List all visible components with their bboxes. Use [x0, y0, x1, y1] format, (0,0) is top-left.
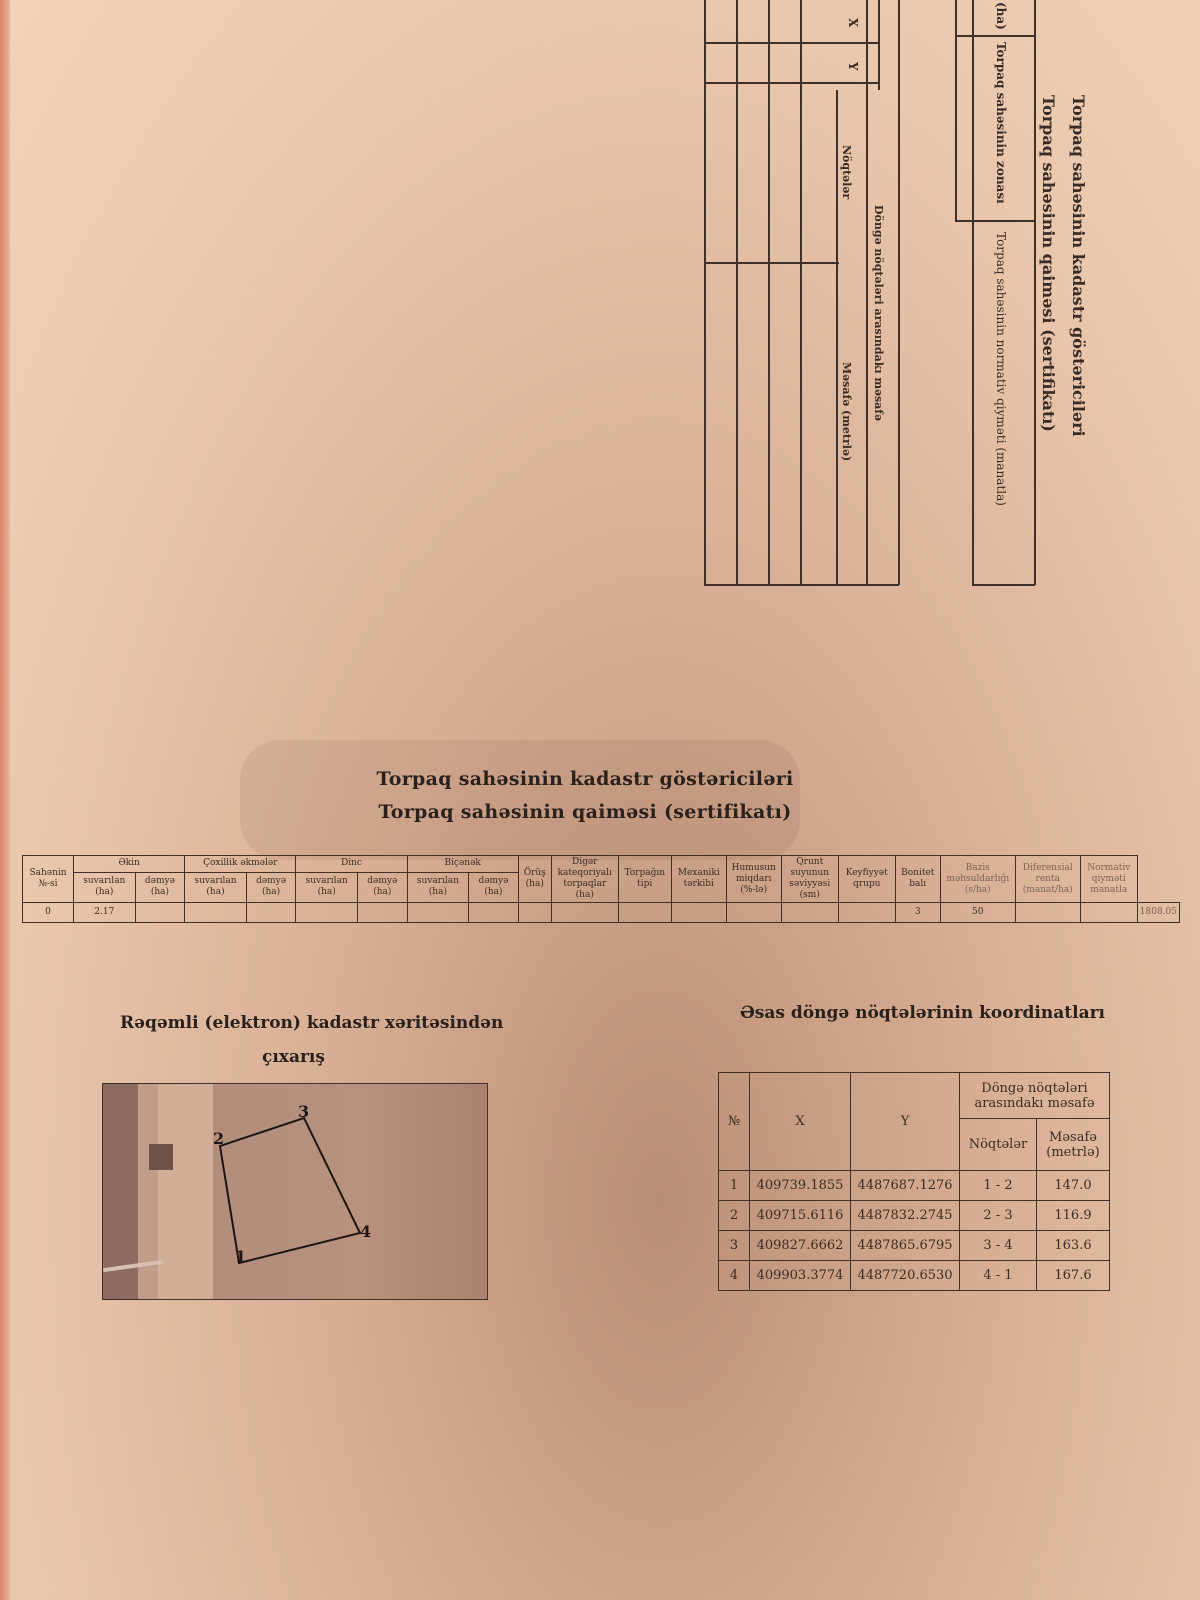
coords-y: 4487687.1276	[851, 1171, 960, 1201]
cell-empty	[358, 903, 408, 923]
coords-no: 3	[719, 1231, 750, 1261]
coords-col-no: №	[719, 1073, 750, 1171]
cell-normativ: 1808.05	[1137, 903, 1179, 923]
shadow-overlay	[240, 740, 800, 860]
page-edge	[0, 0, 10, 1600]
cell-keyfiyyet: 3	[895, 903, 940, 923]
col-orus: Örüş (ha)	[518, 856, 551, 903]
cell-empty	[726, 903, 781, 923]
cell-empty	[838, 903, 895, 923]
cell-empty	[618, 903, 671, 923]
vertex-label-1: 1	[235, 1247, 247, 1266]
cell-empty	[185, 903, 247, 923]
ekin-suvarilan: suvarılan (ha)	[74, 872, 136, 902]
col-keyfiyyet: Keyfiyyət qrupu	[838, 856, 895, 903]
coords-row	[719, 1171, 1110, 1201]
cell-sahenin: 0	[23, 903, 74, 923]
group-bicenek: Biçənək	[407, 856, 518, 873]
cell-empty	[135, 903, 185, 923]
coords-col-distance: Döngə nöqtələri arasındakı məsafə	[960, 1073, 1110, 1119]
coords-no: 2	[719, 1201, 750, 1231]
dinc-demye: dəmyə (ha)	[358, 872, 408, 902]
cell-empty	[1080, 903, 1137, 923]
coords-y: 4487865.6795	[851, 1231, 960, 1261]
coords-x: 409739.1855	[750, 1171, 851, 1201]
rotated-zone: Torpaq sahəsinin zonası	[994, 42, 1008, 204]
coords-row	[719, 1201, 1110, 1231]
dinc-suvarilan: suvarılan (ha)	[296, 872, 358, 902]
bicenek-demye: dəmyə (ha)	[469, 872, 519, 902]
cell-empty	[781, 903, 838, 923]
vertex-label-2: 2	[213, 1129, 225, 1148]
coords-col-y: Y	[851, 1073, 960, 1171]
coords-title: Əsas döngə nöqtələrinin koordinatları	[740, 1003, 1106, 1023]
cadastral-table	[22, 855, 1180, 923]
coords-x: 409903.3774	[750, 1261, 851, 1291]
col-diger: Digər kateqoriyalı torpaqlar (ha)	[551, 856, 618, 903]
vertex-label-4: 4	[360, 1222, 372, 1241]
cadastral-map	[102, 1083, 488, 1300]
coords-distance: 147.0	[1037, 1171, 1110, 1201]
vertex-label-3: 3	[298, 1102, 310, 1121]
coords-y: 4487832.2745	[851, 1201, 960, 1231]
coords-col-points: Nöqtələr	[960, 1119, 1037, 1171]
ekin-demye: dəmyə (ha)	[135, 872, 185, 902]
coords-row	[719, 1261, 1110, 1291]
parcel-outline	[103, 1084, 487, 1299]
rotated-distance: Döngə nöqtələri arasındakı məsafə	[872, 205, 885, 422]
col-humus: Humusun miqdarı (%-lə)	[726, 856, 781, 903]
cell-empty	[1015, 903, 1080, 923]
rotated-points: Nöqtələr	[840, 145, 853, 200]
rotated-zone-unit: (ha)	[994, 2, 1008, 30]
coords-points: 4 - 1	[960, 1261, 1037, 1291]
map-title-line1: Rəqəmli (elektron) kadastr xəritəsindən	[120, 1013, 504, 1033]
page-title-2: Torpaq sahəsinin qaiməsi (sertifikatı)	[378, 801, 792, 823]
coords-distance: 167.6	[1037, 1261, 1110, 1291]
coords-no: 1	[719, 1171, 750, 1201]
col-diferensial: Diferensial renta (manat/ha)	[1015, 856, 1080, 903]
coords-y: 4487720.6530	[851, 1261, 960, 1291]
rotated-meters: Məsafə (metrlə)	[840, 362, 853, 462]
col-normativ: Normativ qiyməti manatla	[1080, 856, 1137, 903]
rotated-y: Y	[846, 62, 860, 71]
bicenek-suvarilan: suvarılan (ha)	[407, 872, 469, 902]
map-title-line2: çıxarış	[262, 1047, 325, 1067]
cell-empty	[551, 903, 618, 923]
coxillik-suvarilan: suvarılan (ha)	[185, 872, 247, 902]
coords-distance: 116.9	[1037, 1201, 1110, 1231]
cell-empty	[469, 903, 519, 923]
col-qrunt: Qrunt suyunun səviyyəsi (sm)	[781, 856, 838, 903]
group-dinc: Dinc	[296, 856, 407, 873]
coords-x: 409827.6662	[750, 1231, 851, 1261]
col-bonitet: Bonitet balı	[895, 856, 940, 903]
page-title-1: Torpaq sahəsinin kadastr göstəriciləri	[376, 768, 794, 790]
coords-col-meters: Məsafə (metrlə)	[1037, 1119, 1110, 1171]
coords-row	[719, 1231, 1110, 1261]
coords-x: 409715.6116	[750, 1201, 851, 1231]
coxillik-demye: dəmyə (ha)	[246, 872, 296, 902]
coords-no: 4	[719, 1261, 750, 1291]
cell-bonitet: 50	[940, 903, 1015, 923]
coords-col-x: X	[750, 1073, 851, 1171]
col-mexaniki: Mexaniki tərkibi	[671, 856, 726, 903]
cell-empty	[518, 903, 551, 923]
rotated-title-2: Torpaq sahəsinin qaiməsi (sertifikatı)	[1039, 95, 1058, 432]
col-tipi: Torpağın tipi	[618, 856, 671, 903]
rotated-norm: Torpaq sahəsinin normativ qiyməti (manatla)	[994, 232, 1008, 506]
cell-empty	[407, 903, 469, 923]
col-baza: Bazis məhsuldarlığı (s/ha)	[940, 856, 1015, 903]
parcel-polygon	[220, 1118, 360, 1263]
group-ekin: Əkin	[74, 856, 185, 873]
coords-points: 3 - 4	[960, 1231, 1037, 1261]
coords-points: 1 - 2	[960, 1171, 1037, 1201]
cell-empty	[671, 903, 726, 923]
coords-distance: 163.6	[1037, 1231, 1110, 1261]
cell-ekin-suvarilan: 2.17	[74, 903, 136, 923]
cell-empty	[296, 903, 358, 923]
rotated-x: X	[846, 18, 860, 28]
coords-table	[718, 1072, 1110, 1291]
rotated-title-1: Torpaq sahəsinin kadastr göstəriciləri	[1069, 95, 1088, 437]
cell-empty	[246, 903, 296, 923]
coords-points: 2 - 3	[960, 1201, 1037, 1231]
group-coxillik: Çoxillik əkmələr	[185, 856, 296, 873]
col-sahenin: Sahənin №-si	[23, 856, 74, 903]
